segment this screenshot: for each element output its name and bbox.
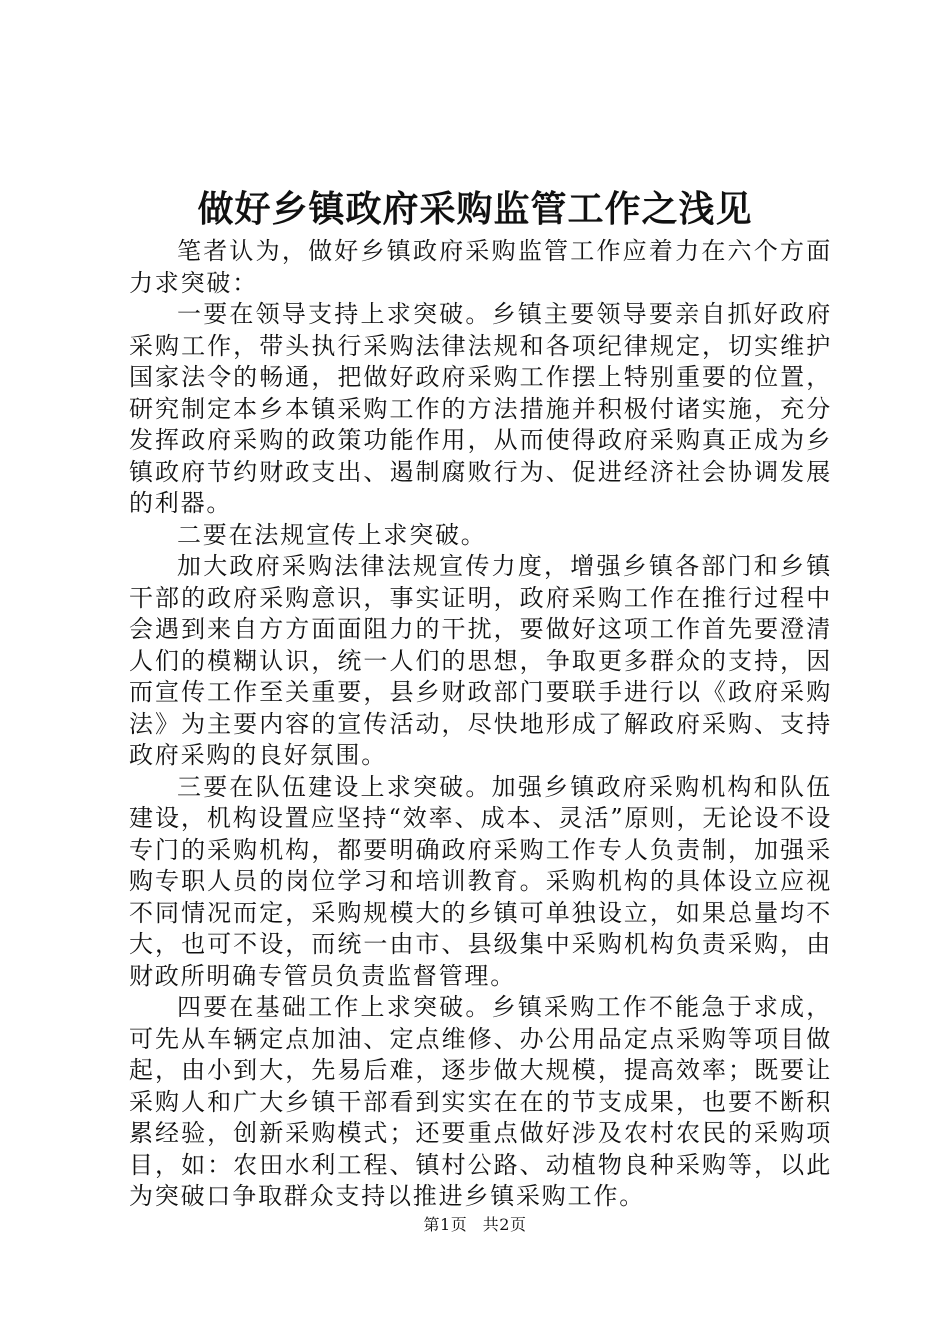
paragraph-regulation: 加大政府采购法律法规宣传力度，增强乡镇各部门和乡镇干部的政府采购意识，事实证明，政府采购工作在推行过程中会遇到来自方方面面阻力的干扰，要做好这项工作首先要澄清人们的模糊认识，统一人们的思想，争取更多群众的支持，因而宣传工作至关重要，县乡财政部门要联手进行以《政府采购法》为主要内容的宣传活动，尽快地形成了解政府采购、支持政府采购的良好氛围。 bbox=[129, 552, 832, 769]
page-footer bbox=[0, 1214, 950, 1236]
document-body bbox=[129, 236, 832, 1213]
page-number: 第1页 bbox=[423, 1215, 468, 1234]
paragraph-leadership: 一要在领导支持上求突破。乡镇主要领导要亲自抓好政府采购工作，带头执行采购法律法规和各项纪律规定，切实维护国家法令的畅通，把做好政府采购工作摆上特别重要的位置，研究制定本乡本镇采购工作的方法措施并积极付诸实施，充分发挥政府采购的政策功能作用，从而使得政府采购真正成为乡镇政府节约财政支出、遏制腐败行为、促进经济社会协调发展的利器。 bbox=[129, 300, 832, 517]
paragraph-intro: 笔者认为，做好乡镇政府采购监管工作应着力在六个方面力求突破： bbox=[129, 237, 832, 297]
page-title: 做好乡镇政府采购监管工作之浅见 bbox=[197, 188, 753, 230]
paragraph-regulation-heading: 二要在法规宣传上求突破。 bbox=[177, 520, 487, 549]
paragraph-team-building: 三要在队伍建设上求突破。加强乡镇政府采购机构和队伍建设，机构设置应坚持“效率、成本、灵活”原则，无论设不设专门的采购机构，都要明确政府采购工作专人负责制，加强采购专职人员的岗位学习和培训教育。采购机构的具体设立应视不同情况而定，采购规模大的乡镇可单独设立，如果总量均不大，也可不设，而统一由市、县级集中采购机构负责采购，由财政所明确专管员负责监督管理。 bbox=[129, 772, 832, 990]
page-total: 共2页 bbox=[482, 1215, 527, 1234]
paragraph-basic-work: 四要在基础工作上求突破。乡镇采购工作不能急于求成，可先从车辆定点加油、定点维修、办公用品定点采购等项目做起，由小到大，先易后难，逐步做大规模，提高效率；既要让采购人和广大乡镇干部看到实实在在的节支成果，也要不断积累经验，创新采购模式；还要重点做好涉及农村农民的采购项目，如：农田水利工程、镇村公路、动植物良种采购等，以此为突破口争取群众支持以推进乡镇采购工作。 bbox=[129, 993, 832, 1210]
